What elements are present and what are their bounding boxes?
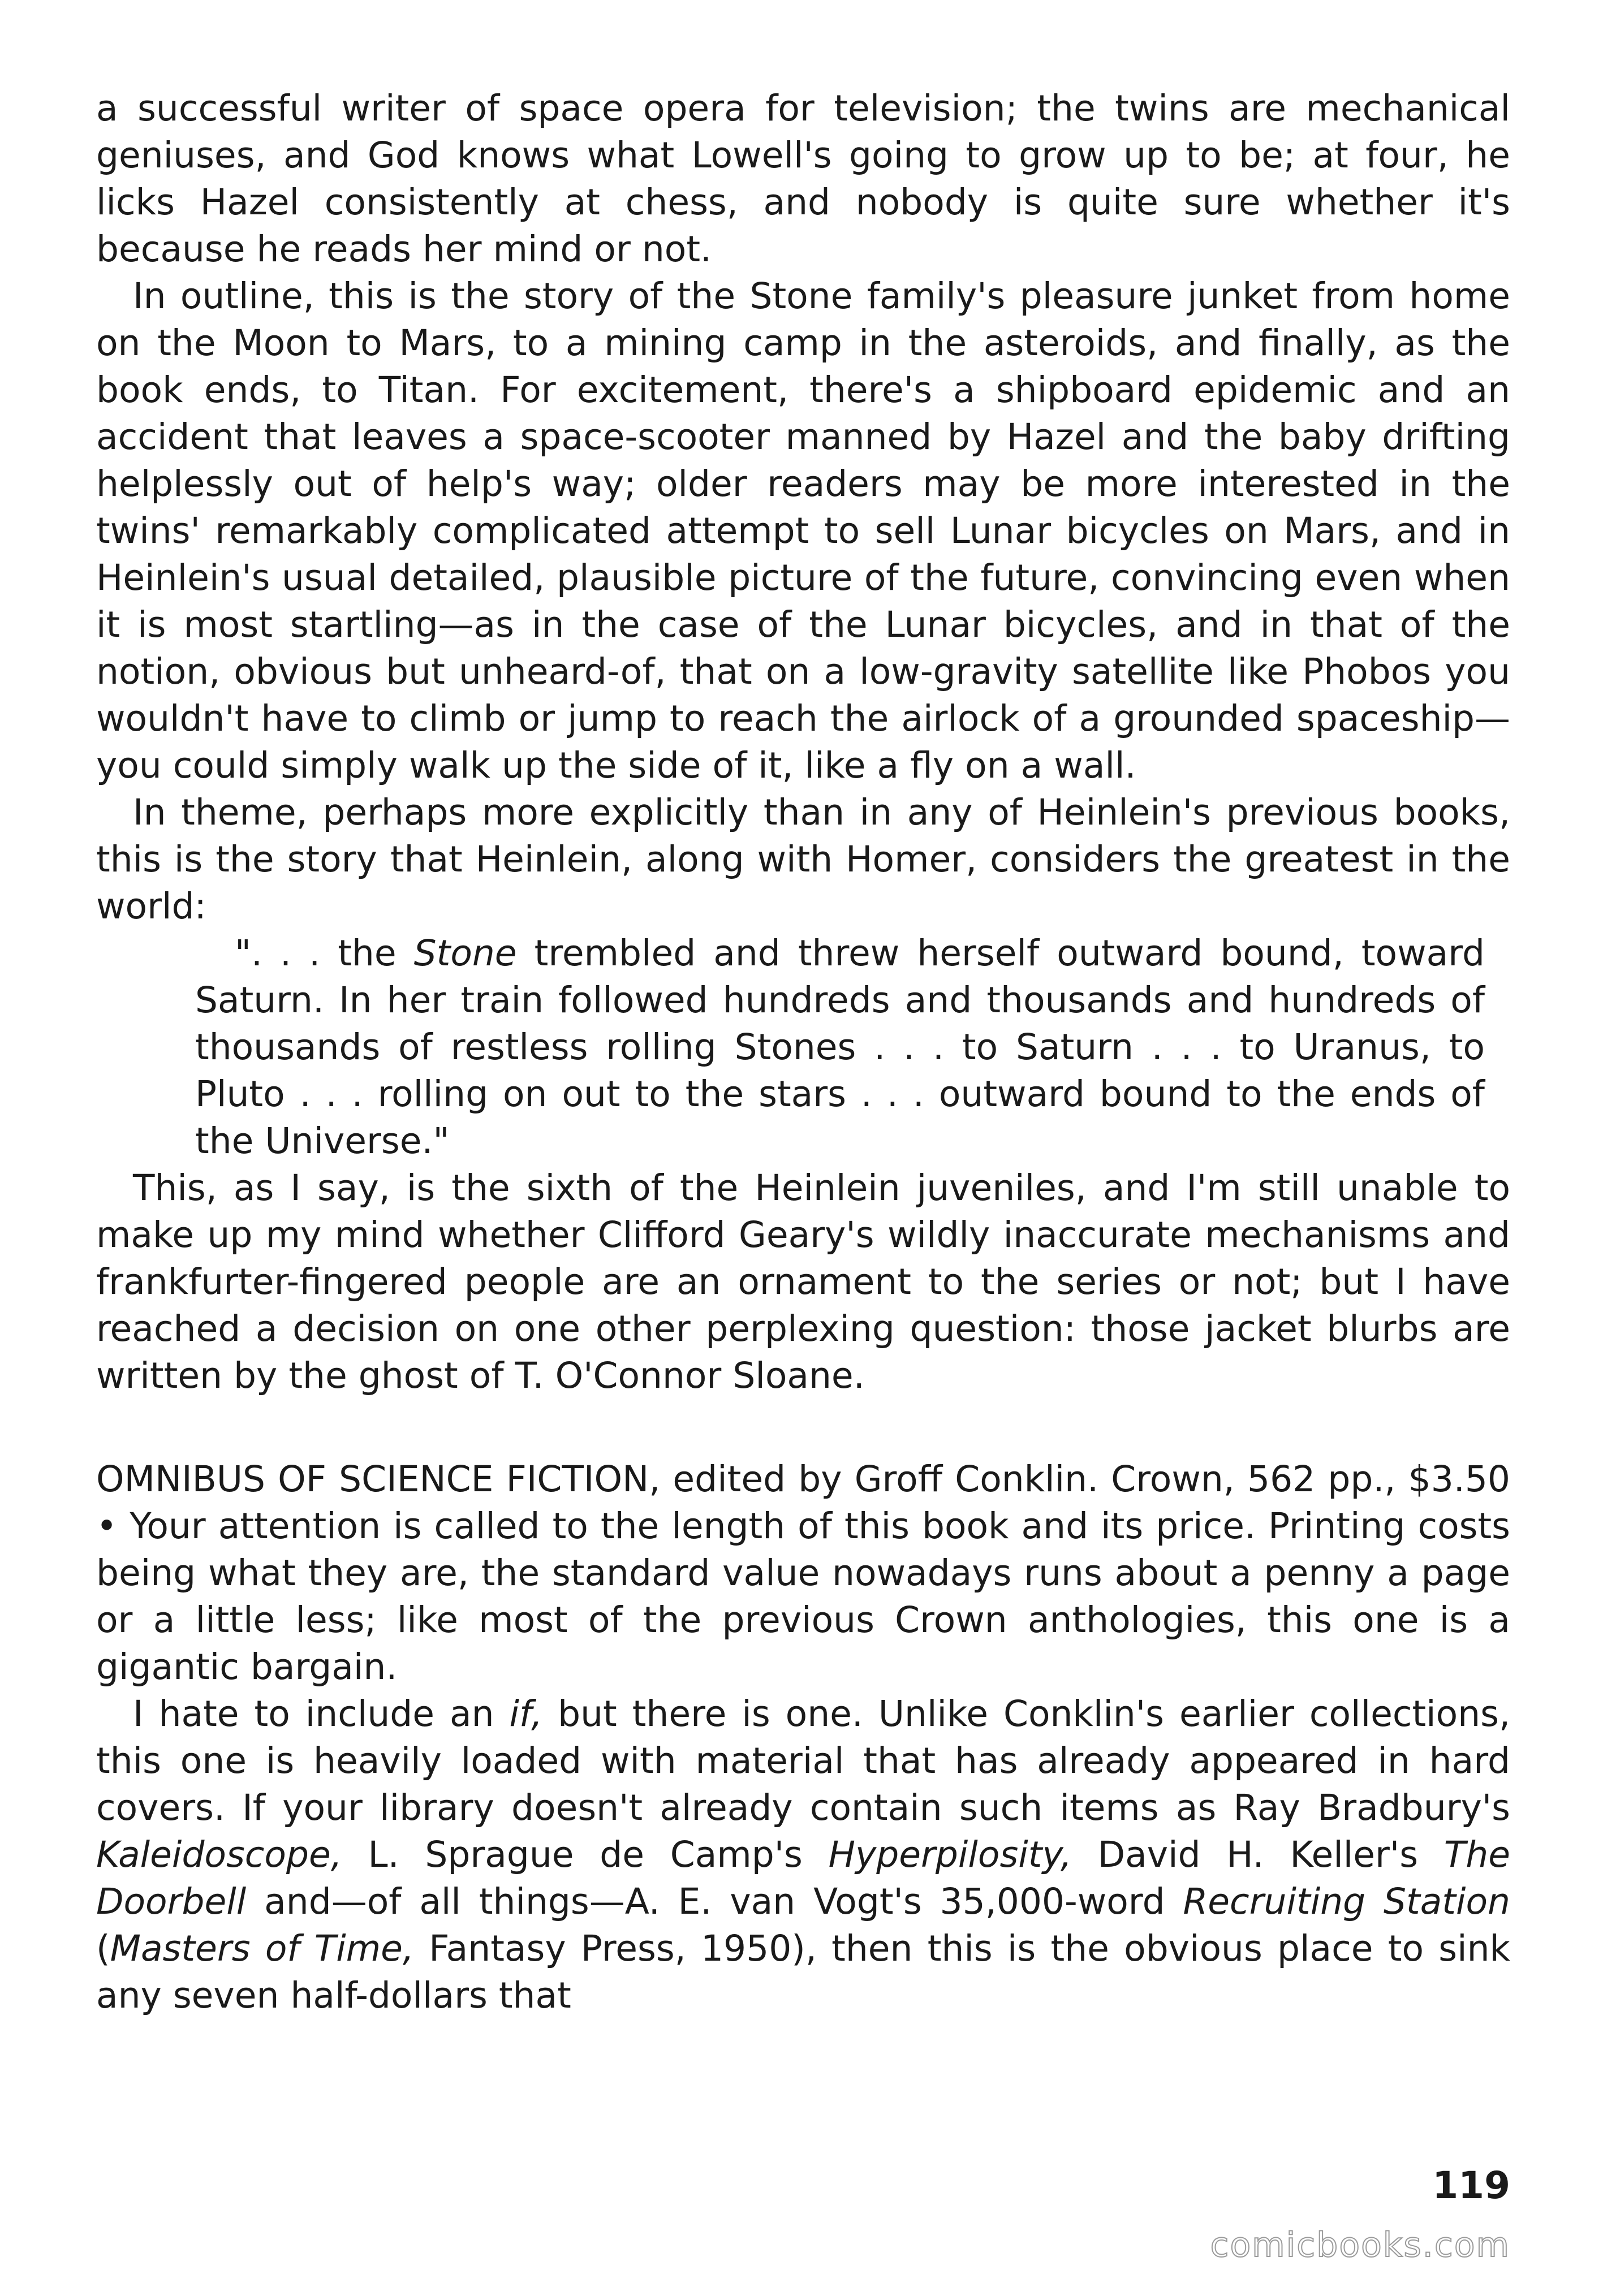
paragraph-omnibus-contents <box>96 1690 1510 2019</box>
story-title-hyperpilosity: Hyperpilosity, <box>828 1834 1072 1875</box>
text-segment: Fantasy Press, 1950), then this is the obvious place to sink any seven half-dollars that <box>96 1928 1511 2016</box>
quote-text-end: trembled and threw herself outward bound, toward Saturn. In her train followed hundreds and thousands and hundreds of thousands of restless rolling Stones . . . to Saturn . . . to Uranus, to Pluto . . . rolling on out to the stars . . . outward bound to the ends of the Universe." <box>195 933 1485 1162</box>
text-segment: ( <box>96 1928 110 1969</box>
text-segment: L. Sprague de Camp's <box>342 1834 829 1875</box>
review-heading-omnibus: OMNIBUS OF SCIENCE FICTION, edited by Groff Conklin. Crown, 562 pp., $3.50 • Your attention is called to the length of this book and its price. Printing costs being what they are, the standard value nowadays runs about a penny a page or a little less; like most of the previous Crown anthologies, this one is a gigantic bargain. <box>96 1458 1510 1688</box>
italic-segment: if, <box>509 1693 543 1734</box>
story-title-kaleidoscope: Kaleidoscope, <box>96 1834 342 1875</box>
text-segment: and—of all things—A. E. van Vogt's 35,000-word <box>246 1881 1183 1922</box>
page-number: 119 <box>1432 2164 1510 2207</box>
quote-text-start: ". . . the <box>235 933 414 974</box>
watermark-logo: comicbooks.com <box>1210 2225 1510 2265</box>
book-review-page <box>96 85 1510 2019</box>
paragraph-theme: In theme, perhaps more explicitly than in any of Heinlein's previous books, this is the story that Heinlein, along with Homer, considers the greatest in the world: <box>96 792 1510 927</box>
paragraph-lowell-chess: a successful writer of space opera for television; the twins are mechanical geniuses, and God knows what Lowell's going to grow up to be; at four, he licks Hazel consistently at chess, and nobody is quite sure whether it's because he reads her mind or not. <box>96 88 1510 270</box>
text-segment: I hate to include an <box>133 1693 510 1734</box>
book-title-masters-of-time: Masters of Time, <box>110 1928 414 1969</box>
rolling-stones-quote <box>195 930 1485 1164</box>
paragraph-juveniles-verdict: This, as I say, is the sixth of the Heinlein juveniles, and I'm still unable to make up my mind whether Clifford Geary's wildly inaccurate mechanisms and frankfurter-fingered people are an ornament to the series or not; but I have reached a decision on one other perplexing question: those jacket blurbs are written by the ghost of T. O'Connor Sloane. <box>96 1167 1510 1396</box>
quote-ship-name: Stone <box>413 933 517 974</box>
story-title-doorbell: The Doorbell <box>96 1834 1510 1922</box>
story-title-recruiting-station: Recruiting Station <box>1183 1881 1510 1922</box>
text-segment: David H. Keller's <box>1071 1834 1444 1875</box>
text-segment: but there is one. Unlike Conklin's earlier collections, this one is heavily loaded with material that has already appeared in hard covers. If your library doesn't already contain such items as Ray Bradbury's <box>96 1693 1510 1828</box>
paragraph-story-outline: In outline, this is the story of the Stone family's pleasure junket from home on the Moon to Mars, to a mining camp in the asteroids, and finally, as the book ends, to Titan. For excitement, there's a shipboard epidemic and an accident that leaves a space-scooter manned by Hazel and the baby drifting helplessly out of help's way; older readers may be more interested in the twins' remarkably complicated attempt to sell Lunar bicycles on Mars, and in Heinlein's usual detailed, plausible picture of the future, convincing even when it is most startling—as in the case of the Lunar bicycles, and in that of the notion, obvious but unheard-of, that on a low-gravity satellite like Phobos you wouldn't have to climb or jump to reach the airlock of a grounded spaceship—you could simply walk up the side of it, like a fly on a wall. <box>96 275 1510 786</box>
